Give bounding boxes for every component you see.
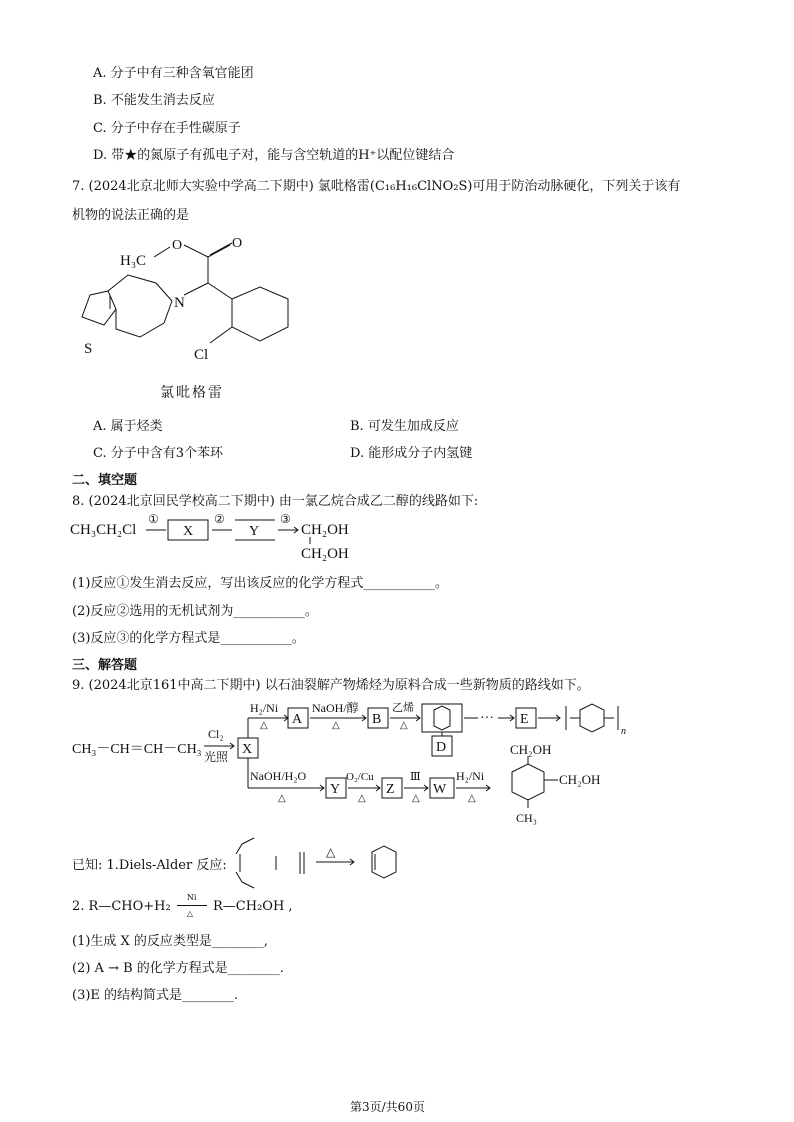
heat-sym: △: [332, 720, 340, 731]
q9-stem: 9. (2024北京161中高二下期中) 以石油裂解产物烯烃为原料合成一些新物质的路线如下。: [72, 678, 590, 693]
heat-sym: △: [400, 720, 408, 731]
q9-top-cond3: 乙烯: [392, 702, 414, 714]
struct-name: 氯吡格雷: [160, 385, 224, 401]
q8-sub1: (1)反应①发生消去反应，写出该反应的化学方程式___________。: [72, 576, 448, 591]
q9-ch3: CH₃: [516, 811, 537, 825]
q9-z: Z: [386, 782, 395, 797]
q8-product2: CH₂OH: [301, 546, 349, 562]
known2-post: R—CH₂OH ,: [213, 899, 293, 914]
q6-option-d: D. 带★的氮原子有孤电子对，能与含空轨道的H⁺以配位键结合: [93, 148, 455, 163]
q6-option-b: B. 不能发生消去反应: [93, 93, 215, 108]
q9-top-cond2: NaOH/醇: [312, 701, 359, 715]
q9-bot-cond2: O₂/Cu: [346, 771, 374, 783]
page-footer: 第3页/共60页: [350, 1100, 425, 1114]
q8-product1: CH₂OH: [301, 522, 349, 538]
q9-e: E: [520, 712, 529, 727]
q8-stem: 8. (2024北京回民学校高二下期中) 由一氯乙烷合成乙二醇的线路如下:: [72, 494, 479, 509]
q9-start: CH₃－CH＝CH－CH₃: [72, 742, 202, 757]
q9-d: D: [436, 740, 447, 755]
q7-option-a: A. 属于烃类: [93, 419, 163, 434]
q9-ch2oh-b: CH₂OH: [559, 772, 601, 787]
section-answer: 三、解答题: [72, 658, 138, 673]
q8-x: X: [183, 524, 194, 539]
q9-route: [70, 698, 710, 833]
q9-bot-cond1: NaOH/H₂O: [250, 769, 307, 783]
q9-dots: ···: [480, 711, 494, 726]
known2-heat: △: [186, 909, 194, 918]
q9-top-cond1: H₂/Ni: [250, 701, 279, 715]
q8-step2: ②: [214, 512, 225, 526]
q8-start: CH₃CH₂Cl: [70, 522, 137, 538]
known2-pre: 2. R—CHO+H₂: [72, 899, 171, 914]
q6-option-a: A. 分子中有三种含氧官能团: [93, 66, 254, 81]
q9-sub2: (2) A → B 的化学方程式是________.: [72, 961, 284, 976]
clopidogrel-structure: [60, 225, 320, 375]
known-label: 已知: 1.Diels-Alder 反应:: [72, 858, 227, 873]
heat-sym: △: [468, 793, 476, 804]
q8-sub3: (3)反应③的化学方程式是___________。: [72, 631, 305, 646]
heat-sym: △: [260, 720, 268, 731]
q9-w: W: [433, 782, 447, 797]
q7-stem-line2: 机物的说法正确的是: [72, 208, 190, 223]
q7-option-b: B. 可发生加成反应: [350, 419, 459, 434]
cl-label: Cl: [194, 347, 209, 363]
heat-sym: △: [278, 793, 286, 804]
q7-option-d: D. 能形成分子内氢键: [350, 446, 473, 461]
section-fill-in: 二、填空题: [72, 473, 138, 488]
h3c-label: H₃C: [120, 253, 147, 269]
q8-step1: ①: [148, 512, 159, 526]
q9-x: X: [242, 742, 253, 757]
q9-b: B: [372, 712, 382, 727]
q9-bot-cond3: Ⅲ: [410, 771, 421, 783]
q8-step3: ③: [280, 512, 291, 526]
q8-route: [70, 510, 370, 562]
da-heat: △: [326, 845, 336, 859]
q9-sub3: (3)E 的结构简式是________.: [72, 988, 239, 1003]
heat-sym: △: [412, 793, 420, 804]
known2: [72, 893, 293, 918]
svg-text:O: O: [172, 238, 183, 253]
q9-sub1: (1)生成 X 的反应类型是________,: [72, 934, 269, 949]
q8-sub2: (2)反应②选用的无机试剂为___________。: [72, 604, 318, 619]
q8-y: Y: [249, 524, 260, 539]
q9-bot-cond4: H₂/Ni: [456, 769, 485, 783]
q9-a: A: [292, 712, 303, 727]
svg-text:O: O: [232, 236, 243, 251]
q9-ch2oh-a: CH₂OH: [510, 742, 552, 757]
s-label: S: [84, 341, 93, 357]
n-label: N: [174, 295, 185, 311]
q7-option-c: C. 分子中含有3个苯环: [93, 446, 224, 461]
q9-cond-light: 光照: [204, 750, 229, 764]
q6-option-c: C. 分子中存在手性碳原子: [93, 121, 241, 136]
q9-cond-cl2: Cl₂: [208, 727, 224, 741]
q7-stem-line1: 7. (2024北京北师大实验中学高二下期中) 氯吡格雷(C₁₆H₁₆ClNO₂S)可用于防治动脉硬化，下列关于该有: [72, 179, 681, 194]
heat-sym: △: [358, 793, 366, 804]
q9-n: n: [621, 726, 626, 737]
diels-alder: [232, 838, 412, 888]
q9-y: Y: [330, 782, 341, 797]
known2-cat: Ni: [186, 893, 197, 902]
